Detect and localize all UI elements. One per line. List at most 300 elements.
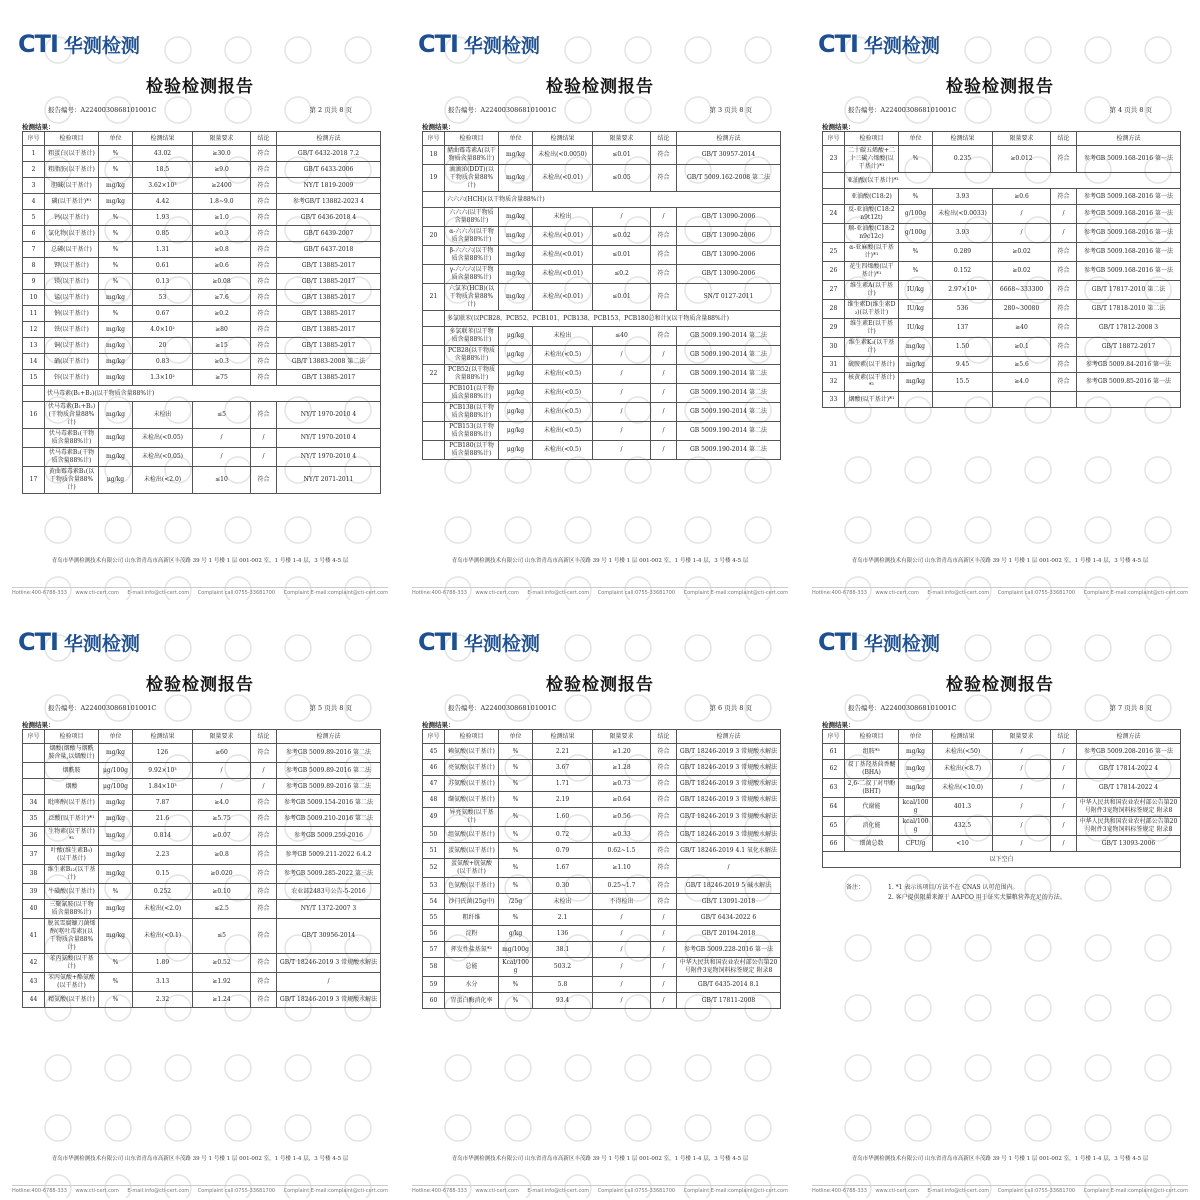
table-cell: ≤5 (193, 919, 251, 954)
table-cell: 2,6-二叔丁对甲酚(BHT) (845, 779, 899, 798)
table-cell: 61 (823, 744, 845, 760)
table-cell: PCB101(以干物质含量88%计) (445, 384, 499, 403)
table-row (23, 973, 381, 992)
table-cell: 符合 (651, 165, 677, 192)
table-cell: 代谢能 (845, 798, 899, 817)
table-cell: GB/T 18246-2019 3 常规酸水解法 (277, 954, 381, 973)
table-cell: 0.152 (933, 262, 993, 281)
table-cell: 1.71 (533, 776, 593, 792)
table-cell: ≥15 (193, 338, 251, 354)
table-cell: 未检出(<0.5) (533, 422, 593, 441)
table-cell: 42 (23, 954, 45, 973)
table-cell (1051, 392, 1077, 408)
table-cell: 维生素A(以干基计) (845, 281, 899, 300)
table-cell: μg/kg (499, 403, 533, 422)
footer-complaint-call: Complaint call:0755-33681700 (997, 590, 1076, 596)
table-row (423, 910, 781, 926)
table-cell: ≥0.6 (193, 258, 251, 274)
table-row (23, 763, 381, 779)
table-cell: <10 (933, 836, 993, 852)
table-cell: / (651, 993, 677, 1009)
table-cell: 符合 (251, 811, 277, 827)
table-row (23, 194, 381, 210)
table-cell: mg/kg (99, 744, 133, 763)
table-cell: ≥5.75 (193, 811, 251, 827)
table-cell: 62 (823, 760, 845, 779)
table-cell: ≥0.52 (193, 954, 251, 973)
table-row (423, 403, 781, 422)
report-page (808, 608, 1192, 1198)
table-cell (423, 441, 445, 460)
table-cell: PCB28(以干物质含量88%计) (445, 346, 499, 365)
column-header: 单位 (499, 730, 533, 744)
table-row (823, 262, 1181, 281)
footer-address: 青岛市华测检测技术有限公司 山东省青岛市高新区丰茂路 39 号 1 号楼 1 层 001-002 室，1 号楼 1-4 层，3 号楼 4-5 层 (851, 1156, 1149, 1162)
table-cell: GB/T 18246-2019 3 常规酸水解法 (677, 776, 781, 792)
table-cell: 5 (23, 210, 45, 226)
table-cell: 反-亚油酸(C18:2n9t12t) (845, 205, 899, 224)
table-cell: 伏马毒素(B₁+B₂)(干物质含量88%计) (45, 402, 99, 429)
table-cell: mg/kg (99, 402, 133, 429)
table-cell: 32 (823, 373, 845, 392)
table-cell: 符合 (651, 792, 677, 808)
table-cell: ≤0.05 (593, 165, 651, 192)
table-cell: / (593, 384, 651, 403)
table-row (823, 798, 1181, 817)
table-cell: 六六六(以干物质含量88%计) (445, 208, 499, 227)
table-cell: 24 (823, 205, 845, 224)
table-cell: 烟酸 (45, 779, 99, 795)
table-cell: GB/T 13885-2017 (277, 306, 381, 322)
table-cell: 符合 (251, 226, 277, 242)
table-cell: 0.67 (133, 306, 193, 322)
report-number: 报告编号：A2240030868101001C (848, 106, 957, 114)
table-cell: % (499, 776, 533, 792)
table-cell: 未检出(<0.5) (533, 403, 593, 422)
group-header-cell: 亚油酸(以干基计)*¹ (845, 173, 1181, 189)
report-page (808, 10, 1192, 600)
table-cell: 未检出(<8.7) (933, 760, 993, 779)
table-cell: / (593, 365, 651, 384)
brand-logo (18, 30, 140, 58)
column-header: 检验项目 (445, 132, 499, 146)
footer-email: E-mail:info@cti-cert.com (127, 1188, 190, 1194)
table-cell: / (593, 993, 651, 1009)
table-cell: ≥60 (193, 744, 251, 763)
cell-index (423, 192, 445, 208)
table-cell: GB/T 13885-2017 (277, 322, 381, 338)
notes-list (888, 883, 1066, 903)
table-cell: 19 (423, 165, 445, 192)
column-header: 检验项目 (445, 730, 499, 744)
column-header: 序号 (23, 132, 45, 146)
table-cell: μg/kg (499, 422, 533, 441)
column-header: 检测方法 (277, 730, 381, 744)
results-table (422, 729, 781, 1009)
table-row (23, 178, 381, 194)
table-row (23, 827, 381, 846)
table-cell: mg/kg (99, 429, 133, 448)
table-cell: ≥1.28 (593, 760, 651, 776)
table-cell: 黄曲霉毒素B₁(以干物质含量88%计) (45, 467, 99, 494)
table-cell (423, 403, 445, 422)
table-cell: 2.21 (533, 744, 593, 760)
table-cell: mg/kg (499, 208, 533, 227)
brand-logo (418, 30, 540, 58)
footer-complaint-email: Complaint E-mail:complaint@cti-cert.com (683, 590, 788, 596)
brand-logo (818, 628, 940, 656)
table-cell: 53 (133, 290, 193, 306)
table-cell: CFU/g (899, 836, 933, 852)
table-row (423, 993, 781, 1009)
table-cell: 未检出 (133, 402, 193, 429)
table-cell: mg/kg (899, 338, 933, 357)
table-cell: 中华人民共和国农业农村部公告第20号附件3宠物饲料标签规定 附录8 (1077, 798, 1181, 817)
table-cell: 农业部2483号公告-5-2016 (277, 884, 381, 900)
table-cell: 亮氨酸(以干基计) (445, 760, 499, 776)
report-meta (448, 703, 752, 712)
table-cell: 符合 (651, 859, 677, 878)
table-cell: 维生素B₁₂(以干基计) (45, 865, 99, 884)
table-cell: / (1051, 779, 1077, 798)
column-header: 限量要求 (993, 730, 1051, 744)
table-cell: 粗脂肪(以干基计) (45, 162, 99, 178)
table-cell: 符合 (1051, 338, 1077, 357)
table-cell: 13 (23, 338, 45, 354)
table-cell: % (499, 827, 533, 843)
brand-logo (818, 30, 940, 58)
table-cell: GB/T 6434-2022 6 (677, 910, 781, 926)
table-cell (423, 384, 445, 403)
table-cell: 硒(以干基计) (45, 354, 99, 370)
table-row (823, 338, 1181, 357)
section-label: 检测结果： (822, 721, 855, 729)
footer-address: 青岛市华测检测技术有限公司 山东省青岛市高新区丰茂路 39 号 1 号楼 1 层 001-002 室，1 号楼 1-4 层，3 号楼 4-5 层 (51, 558, 349, 564)
section-label: 检测结果： (822, 123, 855, 131)
column-header: 单位 (99, 730, 133, 744)
report-meta (848, 703, 1152, 712)
table-row (423, 165, 781, 192)
table-cell: 符合 (251, 242, 277, 258)
table-cell: 未检出(<0.01) (533, 227, 593, 246)
report-title: 检验检测报告 (546, 77, 654, 97)
table-cell: 9 (23, 274, 45, 290)
brand-logo (18, 628, 140, 656)
column-header: 检测结果 (133, 132, 193, 146)
table-cell: mg/kg (99, 448, 133, 467)
column-header: 单位 (899, 132, 933, 146)
column-header: 检测方法 (677, 730, 781, 744)
table-cell (23, 763, 45, 779)
table-cell: mg/kg (899, 744, 933, 760)
table-cell: 未检出(<0.01) (533, 284, 593, 311)
table-row (423, 192, 781, 208)
table-row (423, 441, 781, 460)
table-row (23, 258, 381, 274)
table-row (23, 290, 381, 306)
footer-contacts (412, 587, 788, 596)
table-cell: 未检出(<0.01) (533, 246, 593, 265)
column-header: 序号 (823, 132, 845, 146)
table-cell: 48 (423, 792, 445, 808)
cti-logo-text: CTI (18, 30, 58, 58)
table-cell: mg/kg (899, 357, 933, 373)
table-cell: / (651, 977, 677, 993)
table-cell: α-六六六(以干物质含量88%计) (445, 227, 499, 246)
table-cell: 符合 (1051, 146, 1077, 173)
table-cell: 0.814 (133, 827, 193, 846)
brand-chinese-name: 华测检测 (463, 632, 540, 655)
table-cell: IU/kg (899, 319, 933, 338)
table-cell: 符合 (251, 146, 277, 162)
table-cell: GB/T 13090-2006 (677, 208, 781, 227)
table-row (423, 760, 781, 776)
table-cell: 符合 (651, 776, 677, 792)
footer-complaint-email: Complaint E-mail:complaint@cti-cert.com (1083, 590, 1188, 596)
table-row (823, 146, 1181, 173)
table-cell: ≥1.20 (593, 744, 651, 760)
table-cell: 1.89 (133, 954, 193, 973)
table-cell: 2.97×10⁴ (933, 281, 993, 300)
table-cell: 432.5 (933, 817, 993, 836)
table-cell: 色氨酸(以干基计) (445, 878, 499, 894)
section-label: 检测结果： (422, 123, 455, 131)
table-cell: 符合 (651, 808, 677, 827)
table-cell: 未检出(<0.5) (533, 441, 593, 460)
table-row (423, 958, 781, 977)
cti-logo-text: CTI (418, 30, 458, 58)
table-cell: 26 (823, 262, 845, 281)
table-cell: 二十碳五烯酸+二十二碳六烯酸(以干基计)*¹ (845, 146, 899, 173)
table-cell: 未检出 (533, 327, 593, 346)
table-cell: GB/T 13090-2006 (677, 265, 781, 284)
table-cell: / (277, 973, 381, 992)
table-cell: 1.8~9.0 (193, 194, 251, 210)
table-cell: 蛋氨酸(以干基计) (445, 843, 499, 859)
page-number: 第 2 页共 8 页 (309, 106, 352, 114)
column-header: 结论 (1051, 132, 1077, 146)
table-cell: ≥0.020 (193, 865, 251, 884)
table-cell: % (499, 878, 533, 894)
table-cell: 20 (423, 227, 445, 246)
table-cell: 2.32 (133, 992, 193, 1008)
footer-web: www.cti-cert.com (875, 1188, 919, 1194)
table-cell: 不得检出 (593, 894, 651, 910)
table-cell: ≥0.33 (593, 827, 651, 843)
table-row (23, 779, 381, 795)
table-cell: 29 (823, 319, 845, 338)
table-cell: 0.25~1.7 (593, 878, 651, 894)
table-cell: 15.5 (933, 373, 993, 392)
table-cell: ≤10 (193, 467, 251, 494)
table-cell: / (1051, 744, 1077, 760)
table-header-row (23, 132, 381, 146)
cti-watermark (808, 608, 1192, 1198)
table-cell: ≤0.01 (593, 146, 651, 165)
table-cell: 吡哆醇(以干基计) (45, 795, 99, 811)
table-cell: 3 (23, 178, 45, 194)
table-cell: 水分 (445, 977, 499, 993)
table-cell: IU/kg (899, 300, 933, 319)
table-cell: PCB138(以干物质含量88%计) (445, 403, 499, 422)
column-header: 序号 (423, 730, 445, 744)
table-row (23, 744, 381, 763)
table-cell: 64 (823, 798, 845, 817)
table-cell: 符合 (1051, 373, 1077, 392)
table-header-row (423, 132, 781, 146)
table-cell: 缬氨酸(以干基计) (445, 792, 499, 808)
table-cell: / (251, 779, 277, 795)
table-cell: GB 5009.190-2014 第二法 (677, 422, 781, 441)
table-cell: / (651, 958, 677, 977)
table-row (23, 467, 381, 494)
table-cell: / (651, 441, 677, 460)
table-row (23, 274, 381, 290)
table-cell: GB 5009.190-2014 第二法 (677, 403, 781, 422)
below-blank-cell: 以下空白 (823, 852, 1181, 868)
table-cell: % (99, 258, 133, 274)
table-cell: 维生素K₃(以干基计) (845, 338, 899, 357)
table-cell: GB/T 18246-2019 3 常规酸水解法 (677, 808, 781, 827)
table-cell: GB/T 13883-2008 第二法 (277, 354, 381, 370)
table-cell: 符合 (251, 900, 277, 919)
table-row (823, 744, 1181, 760)
table-cell: 2 (23, 162, 45, 178)
table-cell: 36 (23, 827, 45, 846)
table-cell: ≥0.07 (193, 827, 251, 846)
table-cell: 脱氧雪腐镰刀菌烯醇(呕吐毒素)(以干物质含量88%计) (45, 919, 99, 954)
table-cell: 淀粉 (445, 926, 499, 942)
table-cell: mg/kg (499, 165, 533, 192)
table-cell: 钾(以干基计) (45, 258, 99, 274)
table-cell: 符合 (651, 246, 677, 265)
table-cell: ≥0.8 (193, 846, 251, 865)
table-cell: % (99, 306, 133, 322)
table-cell (423, 265, 445, 284)
table-cell: α-亚麻酸(以干基计)*¹ (845, 243, 899, 262)
table-cell (1077, 392, 1181, 408)
brand-chinese-name: 华测检测 (863, 34, 940, 57)
table-cell: 1.60 (533, 808, 593, 827)
table-row (23, 242, 381, 258)
table-cell: GB/T 18246-2019 3 常规酸水解法 (677, 827, 781, 843)
table-cell: 4 (23, 194, 45, 210)
table-cell: / (651, 384, 677, 403)
table-cell: mg/kg (99, 354, 133, 370)
table-cell: 参考GB 5009.84-2016 第一法 (1077, 357, 1181, 373)
table-cell: % (499, 808, 533, 827)
table-cell: 亚油酸(C18:2) (845, 189, 899, 205)
table-cell: 花生四烯酸(以干基计)*¹ (845, 262, 899, 281)
table-cell: 0.61 (133, 258, 193, 274)
column-header: 检验项目 (45, 132, 99, 146)
footer-contacts (412, 1185, 788, 1194)
table-cell: ≥0.6 (993, 189, 1051, 205)
table-cell: ≥0.73 (593, 776, 651, 792)
table-cell: % (99, 210, 133, 226)
table-cell: GB/T 13090-2006 (677, 227, 781, 246)
table-row (423, 327, 781, 346)
table-cell: 符合 (251, 827, 277, 846)
table-cell: 符合 (251, 338, 277, 354)
table-cell: 4.42 (133, 194, 193, 210)
table-cell: 40 (23, 900, 45, 919)
table-cell: 45 (423, 744, 445, 760)
table-cell: 34 (23, 795, 45, 811)
table-cell: 1.3×10² (133, 370, 193, 386)
table-header-row (823, 730, 1181, 744)
table-cell: 粗纤维 (445, 910, 499, 926)
report-page (408, 10, 792, 600)
table-cell: NY/T 2071-2011 (277, 467, 381, 494)
table-row (23, 900, 381, 919)
table-cell: mg/kg (99, 290, 133, 306)
table-cell (823, 189, 845, 205)
table-cell: / (993, 798, 1051, 817)
table-cell: 4.0×10² (133, 322, 193, 338)
column-header: 检测方法 (1077, 730, 1181, 744)
table-cell: 锌(以干基计) (45, 370, 99, 386)
table-cell: ≥0.2 (193, 306, 251, 322)
table-cell: μg/kg (499, 384, 533, 403)
table-cell: % (899, 243, 933, 262)
table-header-row (23, 730, 381, 744)
cell-index (823, 173, 845, 189)
column-header: 单位 (99, 132, 133, 146)
table-cell: 钠(以干基计) (45, 306, 99, 322)
table-cell: mg/kg (99, 919, 133, 954)
table-row (823, 373, 1181, 392)
report-number: 报告编号：A2240030868101001C (848, 704, 957, 712)
table-cell: 符合 (651, 878, 677, 894)
table-cell: / (993, 760, 1051, 779)
brand-chinese-name: 华测检测 (463, 34, 540, 57)
report-page (408, 608, 792, 1198)
footer-hotline: Hotline:400-6788-333 (812, 1188, 867, 1194)
table-cell: 17 (23, 467, 45, 494)
table-cell: 43 (23, 973, 45, 992)
footer-complaint-call: Complaint call:0755-33681700 (997, 1188, 1076, 1194)
table-cell: GB/T 6436-2018 4 (277, 210, 381, 226)
table-cell: / (193, 779, 251, 795)
table-cell: ≥0.8 (193, 242, 251, 258)
table-cell: 赖氨酸(以干基计) (445, 744, 499, 760)
table-cell: ≥7.6 (193, 290, 251, 306)
table-cell: 符合 (251, 973, 277, 992)
table-cell: / (593, 958, 651, 977)
table-cell: GB/T 6437-2018 (277, 242, 381, 258)
table-cell: 符合 (251, 919, 277, 954)
table-cell: 参考GB 5009.89-2016 第二法 (277, 779, 381, 795)
table-cell: 符合 (251, 178, 277, 194)
section-label: 检测结果： (22, 721, 55, 729)
table-cell: % (899, 189, 933, 205)
table-row (423, 977, 781, 993)
table-cell: / (677, 859, 781, 878)
table-cell: 滴滴涕(DDT)(以干物质含量88%计) (445, 165, 499, 192)
table-cell: 符合 (251, 194, 277, 210)
table-row (823, 173, 1181, 189)
table-cell: ≥5.6 (993, 357, 1051, 373)
table-cell: / (593, 977, 651, 993)
table-cell: GB/T 30956-2014 (277, 919, 381, 954)
table-cell: / (593, 910, 651, 926)
footer-email: E-mail:info@cti-cert.com (127, 590, 190, 596)
report-number: 报告编号：A2240030868101001C (448, 704, 557, 712)
table-cell: 3.93 (933, 189, 993, 205)
table-cell: 0.13 (133, 274, 193, 290)
report-meta (48, 703, 352, 712)
